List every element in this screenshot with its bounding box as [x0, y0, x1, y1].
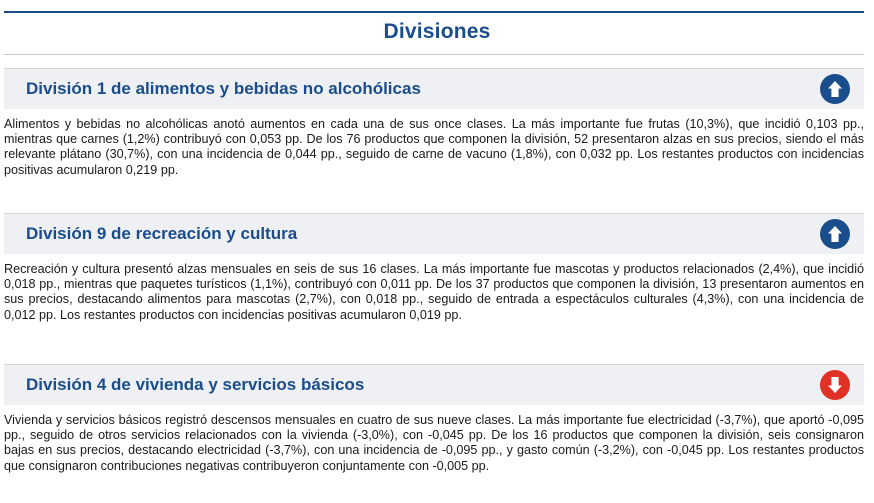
arrow-up-icon: [820, 74, 850, 104]
section-body: Alimentos y bebidas no alcohólicas anotó aumentos en cada una de sus once clases. La más importante fue frutas (10,3%), que incidió 0,103 pp., mientras que carnes (1,2%) contribuyó con 0,053 pp. De los 76 productos que componen la división, 52 presentaron alzas en sus precios, siendo el más relevante plátano (30,7%), con una incidencia de 0,044 pp., seguido de carne de vacuno (1,8%), con 0,032 pp. Los restantes productos con incidencias positivas acumularon 0,219 pp.: [4, 117, 864, 177]
arrow-up-icon: [820, 219, 850, 249]
title-divider: [4, 54, 864, 55]
section-header: [4, 213, 864, 254]
section-header: [4, 68, 864, 109]
section-title: División 1 de alimentos y bebidas no alcohólicas: [26, 79, 421, 98]
top-divider: [4, 11, 864, 13]
section-division-1: [4, 68, 864, 178]
section-body: Recreación y cultura presentó alzas mensuales en seis de sus 16 clases. La más importante fue mascotas y productos relacionados (2,4%), que incidió 0,018 pp., mientras que paquetes turísticos (1,1%), contribuyó con 0,011 pp. De los 37 productos que componen la división, 13 presentaron aumentos en sus precios, destacando alimentos para mascotas (2,7%), con 0,018 pp., seguido de entrada a espectáculos culturales (4,3%), con una incidencia de 0,012 pp. Los restantes productos con incidencias positivas acumularon 0,019 pp.: [4, 262, 864, 322]
section-title: División 4 de vivienda y servicios básicos: [26, 375, 365, 394]
section-division-4: [4, 364, 864, 474]
section-title: División 9 de recreación y cultura: [26, 224, 298, 243]
section-body: Vivienda y servicios básicos registró descensos mensuales en cuatro de sus nueve clases. La más importante fue electricidad (-3,7%), que aportó -0,095 pp., seguido de otros servicios relacionados con la vivienda (-3,0%), con -0,045 pp. De los 16 productos que componen la división, seis consignaron bajas en sus precios, destacando electricidad (-3,7%), con una incidencia de -0,095 pp., y gasto común (-3,2%), con -0,045 pp. Los restantes productos que consignaron contribuciones negativas contribuyeron conjuntamente con -0,005 pp.: [4, 413, 864, 473]
arrow-down-icon: [820, 370, 850, 400]
section-header: [4, 364, 864, 405]
section-division-9: [4, 213, 864, 323]
page-title: Divisiones: [383, 20, 491, 43]
